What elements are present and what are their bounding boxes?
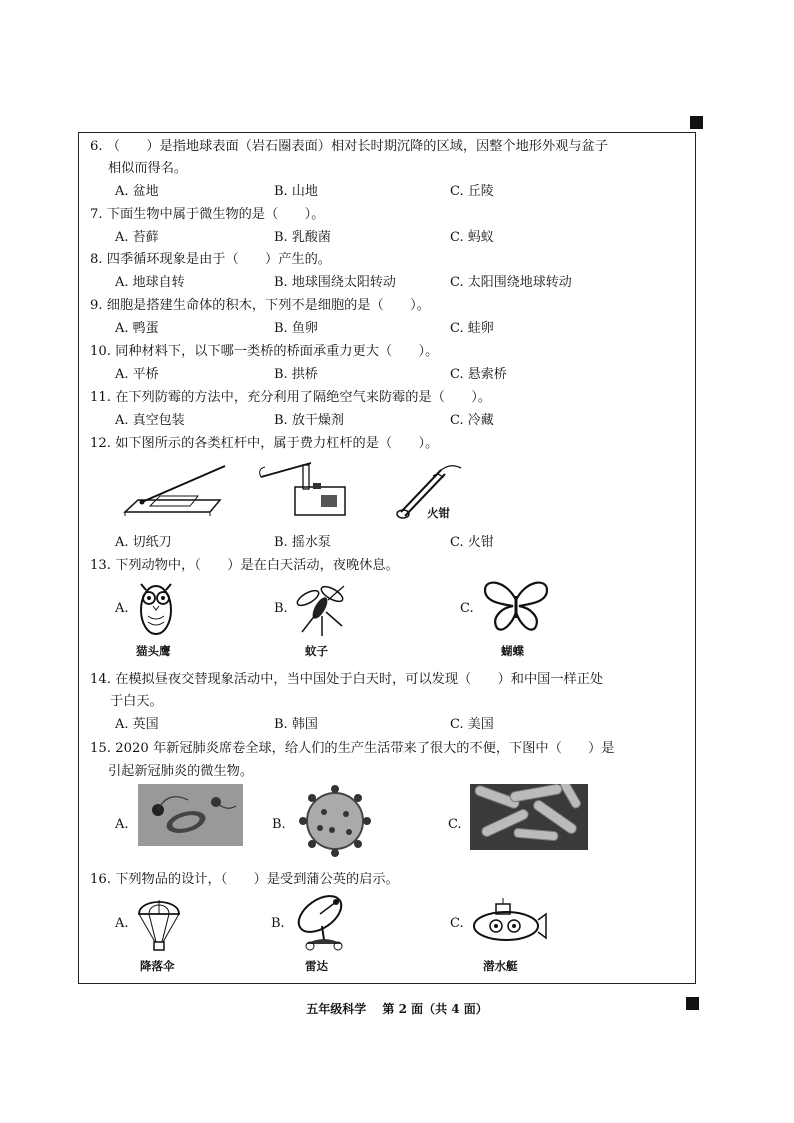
radar-caption: 雷达	[305, 959, 328, 973]
question-16: 16. 下列物品的设计，（ ）是受到蒲公英的启示。	[90, 872, 399, 887]
submarine-caption: 潜水艇	[483, 959, 518, 973]
parachute-image	[136, 896, 182, 952]
q14-option-b[interactable]: B. 韩国	[274, 717, 318, 732]
fire-tongs-caption: 火钳	[427, 506, 450, 520]
footer-page-number: 第 2 面（共 4 面）	[382, 1002, 488, 1016]
question-6-cont: 相似而得名。	[108, 161, 188, 176]
q11-option-b[interactable]: B. 放干燥剂	[274, 413, 344, 428]
q10-option-c[interactable]: C. 悬索桥	[450, 367, 507, 382]
q11-option-c[interactable]: C. 冷藏	[450, 413, 494, 428]
owl-caption: 猫头鹰	[136, 644, 171, 658]
q8-option-a[interactable]: A. 地球自转	[115, 275, 185, 290]
q11-option-a[interactable]: A. 真空包装	[115, 413, 185, 428]
q10-option-b[interactable]: B. 拱桥	[274, 367, 318, 382]
registration-mark	[690, 116, 703, 129]
q15-option-b[interactable]: B.	[272, 817, 286, 832]
paper-cutter-image	[120, 460, 230, 520]
q14-option-c[interactable]: C. 美国	[450, 717, 494, 732]
question-11: 11. 在下列防霉的方法中，充分利用了隔绝空气来防霉的是（ ）。	[90, 390, 492, 405]
q8-option-c[interactable]: C. 太阳围绕地球转动	[450, 275, 572, 290]
butterfly-caption: 蝴蝶	[501, 644, 524, 658]
question-8: 8. 四季循环现象是由于（ ）产生的。	[90, 252, 331, 267]
q6-option-b[interactable]: B. 山地	[274, 184, 318, 199]
q7-option-a[interactable]: A. 苔藓	[115, 230, 159, 245]
footer-subject: 五年级科学	[306, 1002, 367, 1016]
question-13: 13. 下列动物中，（ ）是在白天活动，夜晚休息。	[90, 558, 399, 573]
q15-option-c[interactable]: C.	[448, 817, 462, 832]
bacilli-photo	[470, 784, 588, 850]
butterfly-image	[481, 578, 551, 634]
q14-option-a[interactable]: A. 英国	[115, 717, 159, 732]
mosquito-caption: 蚊子	[305, 644, 328, 658]
question-9: 9. 细胞是搭建生命体的积木，下列不是细胞的是（ ）。	[90, 298, 430, 313]
coronavirus-image	[294, 784, 376, 858]
q6-option-c[interactable]: C. 丘陵	[450, 184, 494, 199]
q13-option-a[interactable]: A.	[115, 601, 129, 616]
q7-option-b[interactable]: B. 乳酸菌	[274, 230, 331, 245]
q8-option-b[interactable]: B. 地球围绕太阳转动	[274, 275, 396, 290]
question-12: 12. 如下图所示的各类杠杆中，属于费力杠杆的是（ ）。	[90, 436, 439, 451]
q16-option-b[interactable]: B.	[271, 916, 285, 931]
bacteria-photo	[138, 784, 243, 846]
q16-option-c[interactable]: C.	[450, 916, 464, 931]
radar-image	[292, 892, 354, 952]
q9-option-c[interactable]: C. 蛙卵	[450, 321, 494, 336]
question-10: 10. 同种材料下，以下哪一类桥的桥面承重力更大（ ）。	[90, 344, 439, 359]
question-15: 15. 2020 年新冠肺炎席卷全球，给人们的生产生活带来了很大的不便，下图中（ ）是	[90, 741, 615, 756]
page-footer	[0, 1000, 794, 1017]
q13-option-c[interactable]: C.	[460, 601, 474, 616]
question-7: 7. 下面生物中属于微生物的是（ ）。	[90, 207, 325, 222]
q12-option-a[interactable]: A. 切纸刀	[115, 535, 172, 550]
q7-option-c[interactable]: C. 蚂蚁	[450, 230, 494, 245]
q16-option-a[interactable]: A.	[115, 916, 129, 931]
q15-option-a[interactable]: A.	[115, 817, 129, 832]
submarine-image	[470, 896, 550, 946]
q12-option-b[interactable]: B. 摇水泵	[274, 535, 331, 550]
question-14: 14. 在模拟昼夜交替现象活动中，当中国处于白天时，可以发现（ ）和中国一样正处	[90, 672, 604, 687]
question-14-cont: 于白天。	[110, 694, 163, 709]
q10-option-a[interactable]: A. 平桥	[115, 367, 159, 382]
q9-option-b[interactable]: B. 鱼卵	[274, 321, 318, 336]
parachute-caption: 降落伞	[140, 959, 175, 973]
question-6: 6. （ ）是指地球表面（岩石圈表面）相对长时期沉降的区域，因整个地形外观与盆子	[90, 139, 608, 154]
q6-option-a[interactable]: A. 盆地	[115, 184, 159, 199]
question-15-cont: 引起新冠肺炎的微生物。	[108, 764, 254, 779]
owl-image	[136, 578, 176, 638]
q13-option-b[interactable]: B.	[274, 601, 288, 616]
q12-option-c[interactable]: C. 火钳	[450, 535, 494, 550]
q9-option-a[interactable]: A. 鸭蛋	[115, 321, 159, 336]
mosquito-image	[292, 580, 348, 638]
water-pump-image	[255, 457, 355, 519]
